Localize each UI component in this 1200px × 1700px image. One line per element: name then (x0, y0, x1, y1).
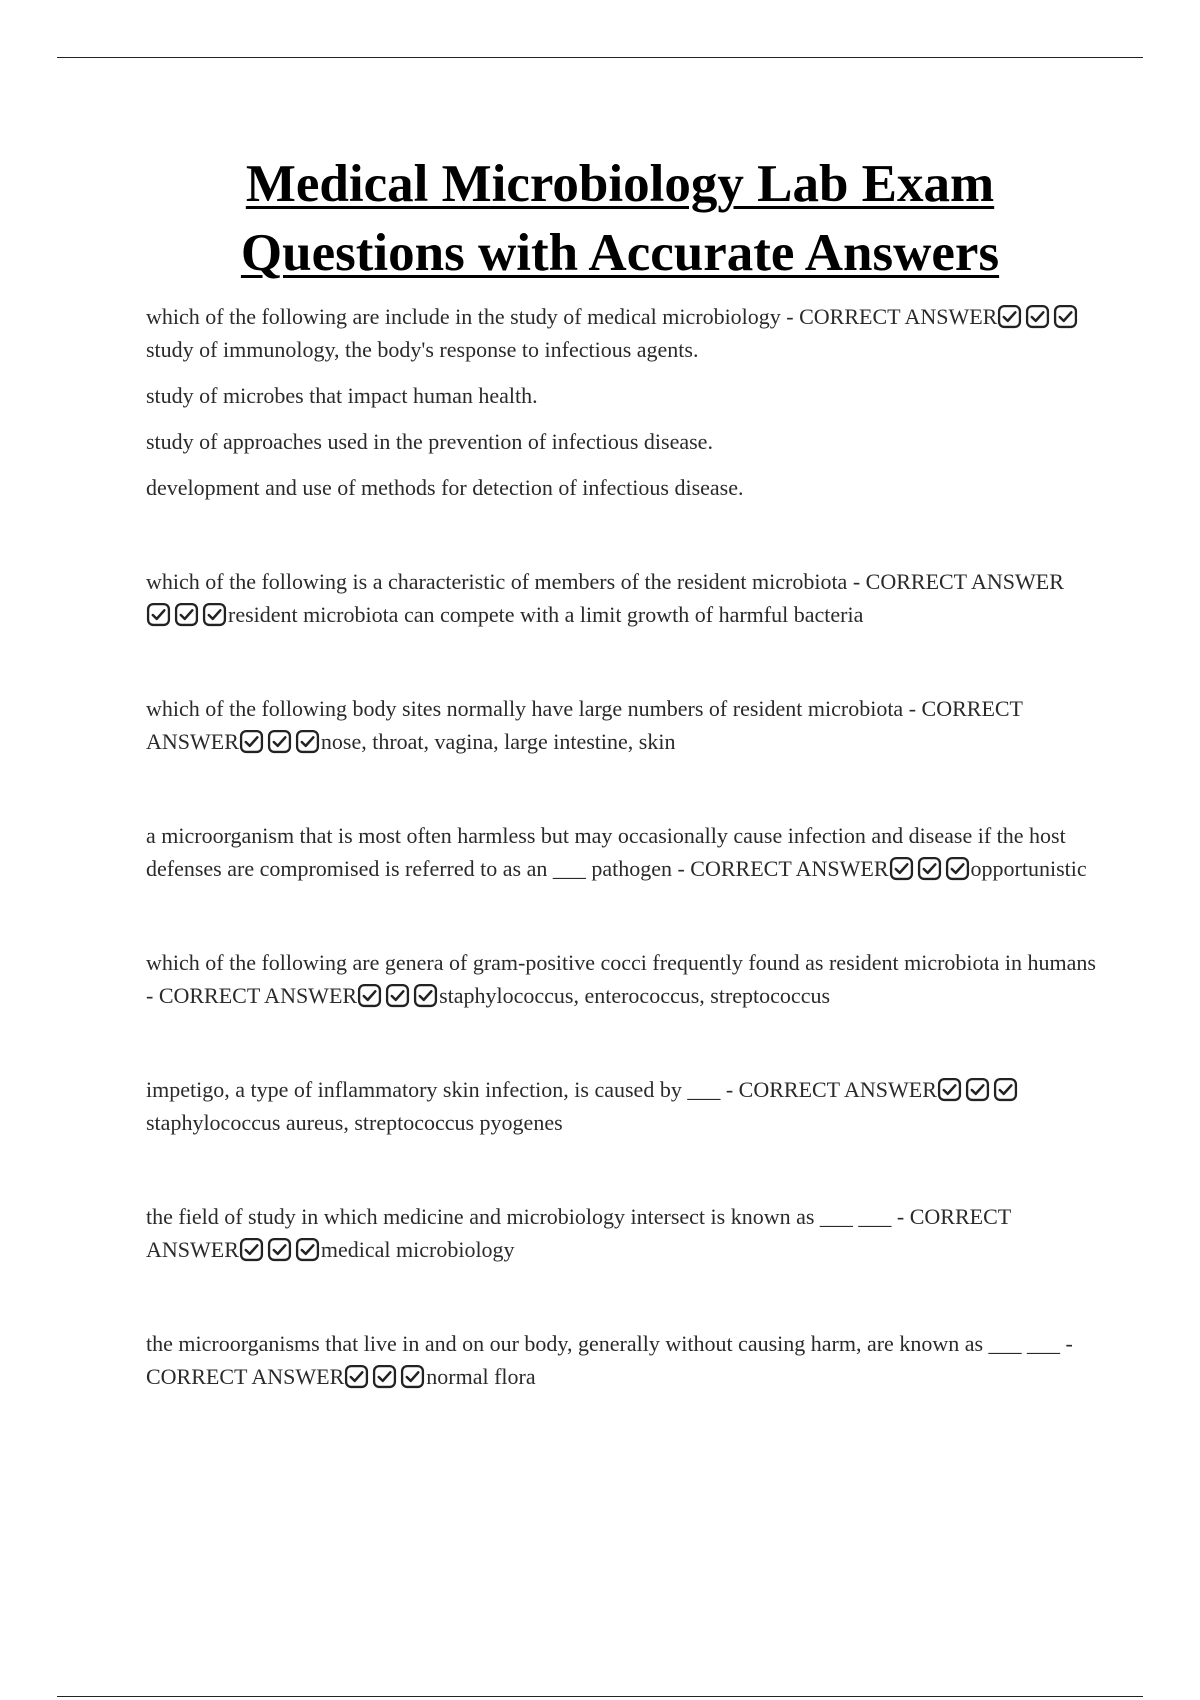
answer-checks (357, 983, 439, 1008)
qa-main-text (146, 1073, 1096, 1139)
question-text: the microorganisms that live in and on our body, generally without causing harm, are known as ___ ___ (146, 1331, 1061, 1356)
checked-box-icon (344, 1364, 369, 1389)
answer-marker: - CORRECT ANSWER (847, 569, 1064, 594)
title-line-2: Questions with Accurate Answers (240, 224, 1000, 282)
checked-box-icon (146, 602, 171, 627)
qa-main-text (146, 692, 1096, 758)
checked-box-icon (413, 983, 438, 1008)
checked-box-icon (917, 856, 942, 881)
answer-checks (937, 1077, 1019, 1102)
qa-main-text (146, 1200, 1096, 1266)
answer-checks (239, 1237, 321, 1262)
checked-box-icon (295, 1237, 320, 1262)
answer-text: opportunistic (970, 856, 1087, 881)
qa-main-text (146, 1327, 1096, 1393)
checked-box-icon (174, 602, 199, 627)
qa-main-text (146, 819, 1096, 885)
footer-rule (57, 1696, 1143, 1697)
checked-box-icon (945, 856, 970, 881)
qa-item (146, 565, 1096, 631)
answer-checks (146, 602, 228, 627)
question-text: a microorganism that is most often harmless but may occasionally cause infection and disease if the host defenses are compromised is referred to as an ___ pathogen (146, 823, 1066, 881)
checked-box-icon (295, 729, 320, 754)
answer-checks (997, 304, 1079, 329)
qa-item (146, 1200, 1096, 1266)
checked-box-icon (267, 729, 292, 754)
answer-marker: - CORRECT ANSWER (720, 1077, 937, 1102)
qa-main-text (146, 946, 1096, 1012)
checked-box-icon (239, 729, 264, 754)
answer-text: normal flora (426, 1364, 536, 1389)
qa-item (146, 692, 1096, 758)
checked-box-icon (1025, 304, 1050, 329)
answer-checks (239, 729, 321, 754)
checked-box-icon (889, 856, 914, 881)
checked-box-icon (385, 983, 410, 1008)
checked-box-icon (267, 1237, 292, 1262)
answer-marker: - CORRECT ANSWER (146, 983, 358, 1008)
question-text: which of the following are genera of gram-positive cocci frequently found as resident microbiota in humans (146, 950, 1096, 975)
qa-item (146, 1327, 1096, 1393)
answer-extra-line: study of microbes that impact human health. (146, 383, 538, 408)
question-text: which of the following body sites normally have large numbers of resident microbiota (146, 696, 904, 721)
answer-text: staphylococcus, enterococcus, streptococcus (439, 983, 831, 1008)
answer-marker: - CORRECT ANSWER (780, 304, 998, 329)
answer-text: staphylococcus aureus, streptococcus pyogenes (146, 1110, 563, 1135)
checked-box-icon (400, 1364, 425, 1389)
qa-main-text (146, 565, 1096, 631)
question-text: which of the following is a characteristic of members of the resident microbiota (146, 569, 848, 594)
answer-text: resident microbiota can compete with a limit growth of harmful bacteria (228, 602, 864, 627)
answer-checks (344, 1364, 426, 1389)
qa-list (146, 300, 1096, 1393)
answer-text: medical microbiology (320, 1237, 515, 1262)
answer-marker: - CORRECT ANSWER (146, 1331, 1073, 1389)
title-line-1: Medical Microbiology Lab Exam (245, 155, 995, 213)
answer-checks (889, 856, 971, 881)
checked-box-icon (372, 1364, 397, 1389)
checked-box-icon (997, 304, 1022, 329)
qa-item (146, 819, 1096, 885)
qa-main-text (146, 300, 1096, 366)
checked-box-icon (202, 602, 227, 627)
answer-marker: - CORRECT ANSWER (671, 856, 889, 881)
answer-extra-line: study of approaches used in the prevention of infectious disease. (146, 429, 713, 454)
checked-box-icon (993, 1077, 1018, 1102)
question-text: the field of study in which medicine and microbiology intersect is known as ___ ___ (146, 1204, 892, 1229)
question-text: impetigo, a type of inflammatory skin infection, is caused by ___ (146, 1077, 721, 1102)
qa-item (146, 946, 1096, 1012)
answer-marker: - CORRECT ANSWER (146, 1204, 1011, 1262)
header-rule (57, 57, 1143, 58)
qa-item (146, 300, 1096, 504)
checked-box-icon (937, 1077, 962, 1102)
checked-box-icon (239, 1237, 264, 1262)
document-title (0, 150, 1200, 288)
answer-marker: - CORRECT ANSWER (146, 696, 1023, 754)
answer-text: nose, throat, vagina, large intestine, skin (320, 729, 676, 754)
answer-text: study of immunology, the body's response to infectious agents. (146, 337, 699, 362)
answer-extra-line: development and use of methods for detection of infectious disease. (146, 475, 744, 500)
checked-box-icon (965, 1077, 990, 1102)
checked-box-icon (357, 983, 382, 1008)
question-text: which of the following are include in the study of medical microbiology (146, 304, 781, 329)
qa-item (146, 1073, 1096, 1139)
checked-box-icon (1053, 304, 1078, 329)
